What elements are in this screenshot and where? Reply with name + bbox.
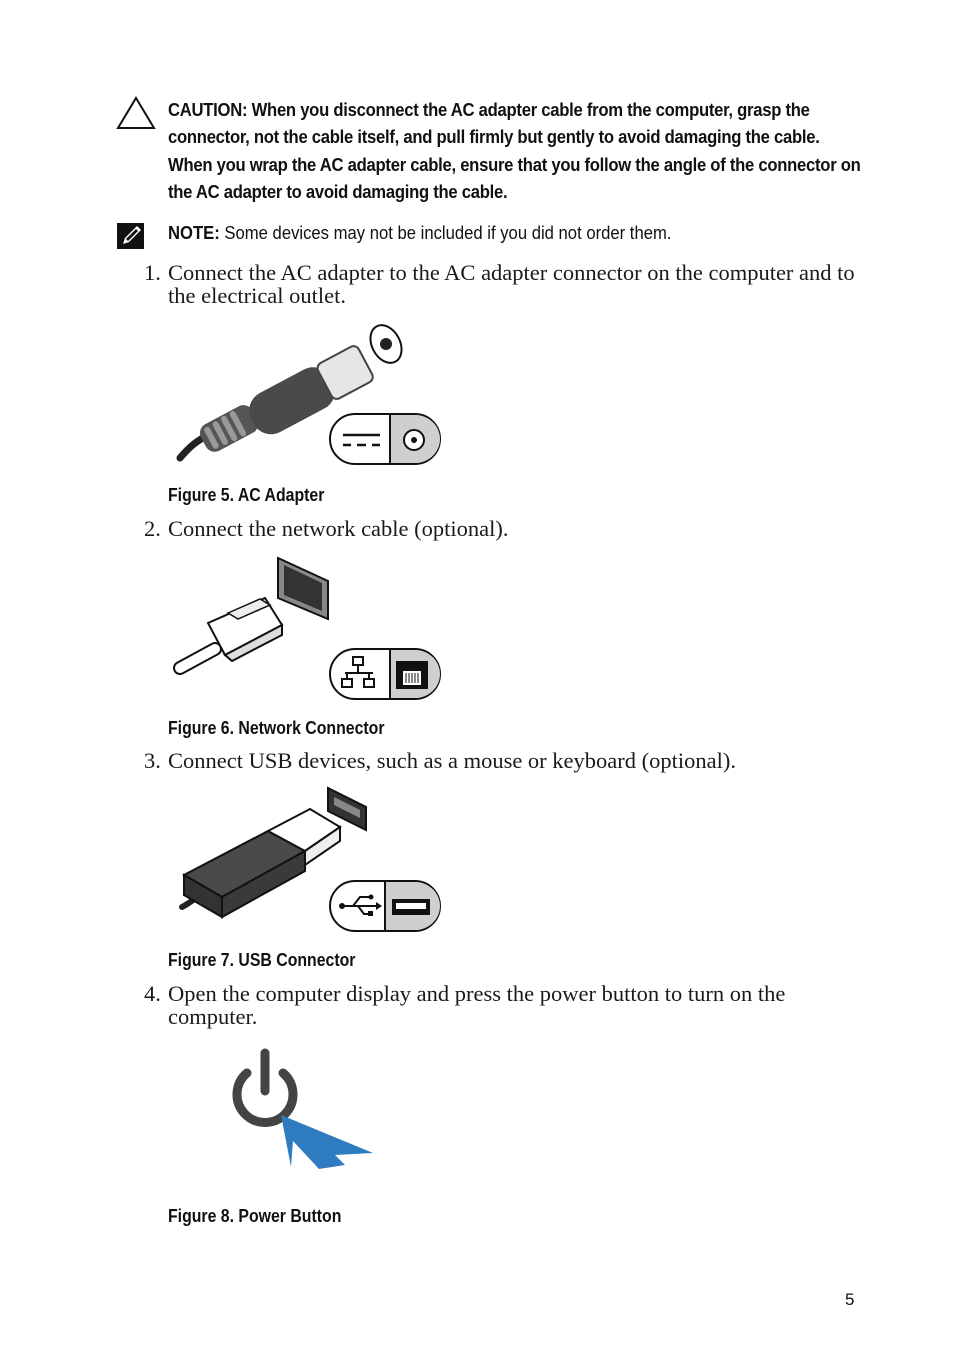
usb-connector-icon	[170, 785, 455, 937]
step-text: Connect the network cable (optional).	[168, 516, 509, 541]
figure-5-caption: Figure 5. AC Adapter	[168, 485, 325, 505]
step-text: Connect the AC adapter to the AC adapter connector on the computer and to the electrical outlet.	[168, 260, 855, 308]
caution-body: When you disconnect the AC adapter cable from the computer, grasp the connector, not the cable itself, and pull firmly but gently to avoid damaging the cable. When you wrap the AC adapter cable, ensure that you follow the angle of the connector on the AC adapter to avoid damaging the cable.	[168, 99, 861, 202]
network-connector-icon	[170, 553, 455, 703]
power-button-icon	[225, 1045, 385, 1175]
step-number: 1.	[144, 260, 161, 285]
caution-text	[168, 96, 861, 205]
step-number: 3.	[144, 748, 161, 773]
step-number: 2.	[144, 516, 161, 541]
caution-label: CAUTION:	[168, 99, 248, 120]
note-text	[168, 221, 671, 245]
figure-6-caption: Figure 6. Network Connector	[168, 718, 385, 738]
caution-icon	[116, 96, 156, 130]
note-icon	[116, 222, 146, 250]
figure-7-caption: Figure 7. USB Connector	[168, 950, 356, 970]
figure-8-caption: Figure 8. Power Button	[168, 1206, 342, 1226]
step-text: Connect USB devices, such as a mouse or keyboard (optional).	[168, 748, 736, 773]
page-number: 5	[845, 1290, 855, 1309]
note-body: Some devices may not be included if you did not order them.	[219, 222, 672, 243]
step-text: Open the computer display and press the power button to turn on the computer.	[168, 981, 786, 1029]
ac-adapter-icon	[170, 318, 455, 473]
note-label: NOTE:	[168, 222, 220, 243]
step-number: 4.	[144, 981, 161, 1006]
